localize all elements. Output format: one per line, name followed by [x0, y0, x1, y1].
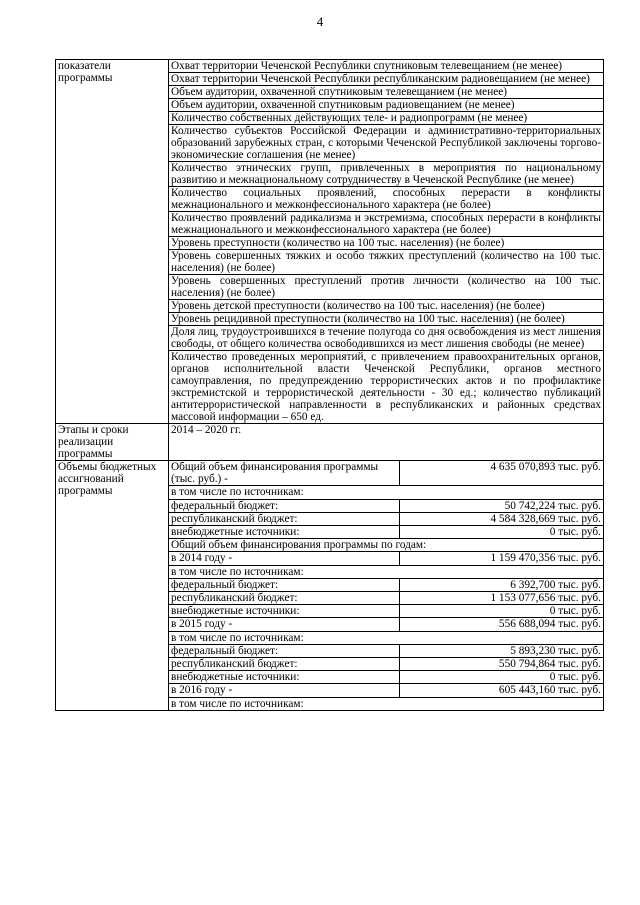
- financing-row: [169, 565, 603, 578]
- financing-row-label: в 2014 году -: [169, 552, 400, 565]
- financing-row: [169, 618, 603, 631]
- financing-row-value: 1 159 470,356 тыс. руб.: [400, 552, 604, 565]
- financing-row-value: 6 392,700 тыс. руб.: [400, 578, 604, 591]
- financing-row-label: федеральный бюджет:: [169, 578, 400, 591]
- financing-row-value: 4 635 070,893 тыс. руб.: [400, 461, 604, 486]
- financing-row: [169, 658, 603, 671]
- financing-row-value: 556 688,094 тыс. руб.: [400, 618, 604, 631]
- indicator-item: Уровень рецидивной преступности (количество на 100 тыс. населения) (не более): [169, 313, 604, 326]
- financing-row-value: 550 794,864 тыс. руб.: [400, 658, 604, 671]
- indicator-item: Количество собственных действующих теле- и радиопрограмм (не менее): [169, 112, 604, 125]
- financing-row-value: 0 тыс. руб.: [400, 605, 604, 618]
- financing-row: [169, 592, 603, 605]
- financing-row-label: внебюджетные источники:: [169, 671, 400, 684]
- indicator-item: Охват территории Чеченской Республики республиканским радиовещанием (не менее): [169, 73, 604, 86]
- financing-row-label: в том числе по источникам:: [171, 697, 304, 710]
- financing-row-label: федеральный бюджет:: [169, 644, 400, 657]
- financing-row: [169, 671, 603, 684]
- financing-row: [169, 697, 603, 710]
- stages-row: [56, 424, 604, 461]
- indicator-item: Уровень детской преступности (количество на 100 тыс. населения) (не более): [169, 300, 604, 313]
- financing-row: [169, 461, 603, 486]
- indicator-item: Количество социальных проявлений, способных перерасти в конфликты межнационального и межконфессионального характера (не более): [169, 187, 604, 212]
- program-passport-table: [55, 59, 604, 711]
- indicator-item: Количество субъектов Российской Федерации и административно-территориальных образований зарубежных стран, с которыми Чеченской Республикой заключены торгово-экономические соглашения (не менее): [169, 125, 604, 162]
- financing-row-value: 4 584 328,669 тыс. руб.: [400, 512, 604, 525]
- financing-row: [169, 499, 603, 512]
- indicator-row: [56, 60, 604, 73]
- financing-row-label: в том числе по источникам:: [169, 631, 603, 644]
- indicator-item: Объем аудитории, охваченной спутниковым радиовещанием (не менее): [169, 99, 604, 112]
- financing-row: [169, 684, 603, 697]
- stages-label: Этапы и сроки реализации программы: [56, 424, 169, 461]
- financing-row: [169, 526, 603, 539]
- financing-row-value: 0 тыс. руб.: [400, 671, 604, 684]
- financing-row: [169, 552, 603, 565]
- financing-row-label: в том числе по источникам:: [169, 565, 603, 578]
- indicator-item: Количество проведенных мероприятий, с привлечением правоохранительных органов, органов исполнительной власти Чеченской Республики, органов местного самоуправления, по предупреждению террористических актов и по профилактике экстремистской и террористической деятельности - 30 ед.; количество публикаций антитеррористической направленности в республиканских и районных средствах массовой информации – 650 ед.: [169, 351, 604, 424]
- budget-cell: [169, 461, 604, 711]
- stages-value: 2014 – 2020 гг.: [169, 424, 604, 461]
- financing-row-label: республиканский бюджет:: [169, 512, 400, 525]
- indicator-item: Охват территории Чеченской Республики спутниковым телевещанием (не менее): [169, 60, 604, 73]
- financing-row: [169, 486, 603, 499]
- financing-row-label: Общий объем финансирования программы по годам:: [169, 539, 603, 552]
- financing-row: [169, 631, 603, 644]
- financing-row-label: республиканский бюджет:: [169, 592, 400, 605]
- financing-row-value: 1 153 077,656 тыс. руб.: [400, 592, 604, 605]
- financing-row-value: 5 893,230 тыс. руб.: [400, 644, 604, 657]
- financing-row-value: 0 тыс. руб.: [400, 526, 604, 539]
- financing-row-label: внебюджетные источники:: [169, 605, 400, 618]
- financing-row-label: в 2015 году -: [169, 618, 400, 631]
- financing-row-label: в 2016 году -: [169, 684, 400, 697]
- indicator-item: Объем аудитории, охваченной спутниковым телевещанием (не менее): [169, 86, 604, 99]
- financing-row: [169, 605, 603, 618]
- indicators-label: показатели программы: [56, 60, 169, 424]
- financing-row-label: республиканский бюджет:: [169, 658, 400, 671]
- financing-row-label: внебюджетные источники:: [169, 526, 400, 539]
- financing-row-label: Общий объем финансирования программы (тыс. руб.) -: [169, 461, 400, 486]
- financing-row: [169, 539, 603, 552]
- page-number: 4: [316, 14, 324, 29]
- financing-row: [169, 578, 603, 591]
- financing-row: [169, 644, 603, 657]
- indicator-item: Доля лиц, трудоустроившихся в течение полугода со дня освобождения из мест лишения свободы, от общего количества освободившихся из мест лишения свободы (не менее): [169, 326, 604, 351]
- financing-row-label: в том числе по источникам:: [169, 486, 603, 499]
- budget-label: Объемы бюджетных ассигнований программы: [56, 461, 169, 711]
- indicator-item: Количество этнических групп, привлеченных в мероприятия по национальному развитию и межнациональному сотрудничеству в Чеченской Республике (не менее): [169, 162, 604, 187]
- indicator-item: Уровень совершенных тяжких и особо тяжких преступлений (количество на 100 тыс. населения) (не более): [169, 250, 604, 275]
- indicator-item: Уровень совершенных преступлений против личности (количество на 100 тыс. населения) (не более): [169, 275, 604, 300]
- financing-row-value: 605 443,160 тыс. руб.: [400, 684, 604, 697]
- financing-row-label: федеральный бюджет:: [169, 499, 400, 512]
- financing-row-value: 50 742,224 тыс. руб.: [400, 499, 604, 512]
- financing-row: [169, 512, 603, 525]
- indicator-item: Уровень преступности (количество на 100 тыс. населения) (не более): [169, 237, 604, 250]
- financing-table: [169, 461, 603, 710]
- budget-row: [56, 461, 604, 711]
- indicator-item: Количество проявлений радикализма и экстремизма, способных перерасти в конфликты межнационального и межконфессионального характера (не более): [169, 212, 604, 237]
